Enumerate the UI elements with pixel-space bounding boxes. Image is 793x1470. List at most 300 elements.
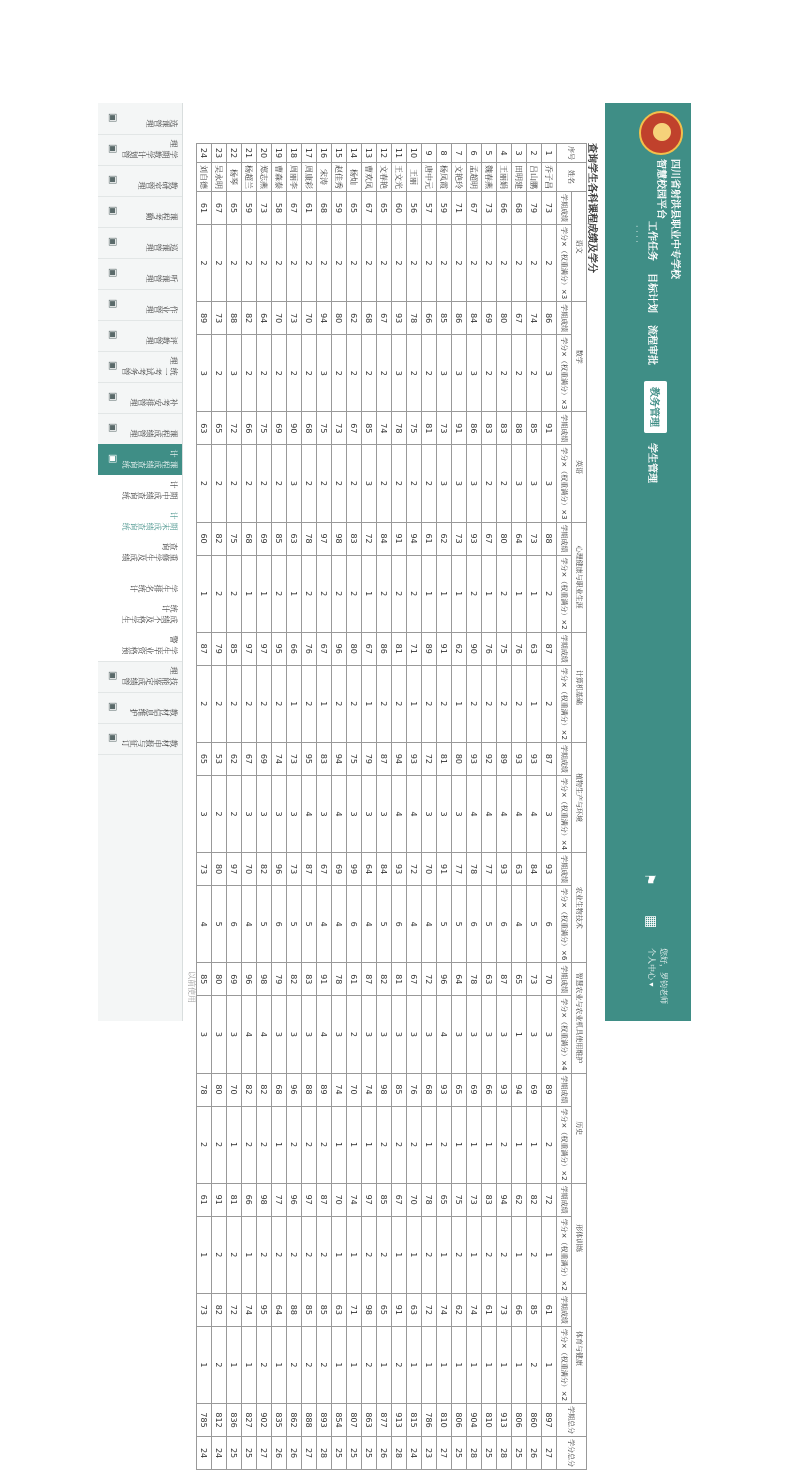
table-cell: 6	[497, 886, 512, 963]
table-cell: 2	[212, 1216, 227, 1293]
table-cell: 96	[437, 963, 452, 996]
table-cell: 2	[227, 555, 242, 632]
table-cell: 75	[452, 1183, 467, 1216]
table-cell: 28	[317, 1437, 332, 1470]
table-row	[452, 144, 467, 1470]
table-cell: 85	[302, 1293, 317, 1326]
rotated-ui	[99, 103, 691, 1468]
table-cell: 72	[422, 742, 437, 775]
table-cell: 2	[407, 1106, 422, 1183]
table-cell: 902	[257, 1404, 272, 1437]
table-cell: 63	[332, 1293, 347, 1326]
table-cell: 74	[347, 1183, 362, 1216]
table-cell: 98	[257, 963, 272, 996]
table-cell: 68	[512, 192, 527, 225]
table-cell: 59	[437, 192, 452, 225]
nav-academic-affairs[interactable]: 教务管理	[644, 381, 667, 433]
sidebar-item-label: 教材信息维护	[130, 708, 178, 717]
table-cell: 3	[392, 335, 407, 412]
table-cell: 1	[452, 1106, 467, 1183]
grid-icon[interactable]: ▦	[643, 915, 659, 929]
table-cell: 93	[542, 853, 557, 886]
notification-icon[interactable]: ⚑	[641, 873, 657, 886]
table-cell: 97	[317, 522, 332, 555]
table-cell: 67	[362, 632, 377, 665]
table-cell: 68	[362, 302, 377, 335]
sidebar-item-5[interactable]	[98, 258, 182, 290]
col-header-score: 学期成绩	[557, 522, 572, 555]
table-cell: 94	[407, 522, 422, 555]
table-cell: 1	[542, 144, 557, 163]
col-header-total-score: 学期总分	[557, 1404, 587, 1437]
sidebar-item-2[interactable]	[98, 165, 182, 197]
personal-center-link[interactable]: 个人中心 ▾	[647, 948, 656, 987]
table-cell: 3	[197, 996, 212, 1073]
table-cell: 3	[527, 996, 542, 1073]
table-cell: 70	[332, 1183, 347, 1216]
table-cell: 66	[422, 302, 437, 335]
sidebar-item-6[interactable]	[98, 289, 182, 321]
table-cell: 65	[452, 1073, 467, 1106]
table-cell: 3	[527, 445, 542, 522]
table-cell: 3	[362, 445, 377, 522]
table-cell: 83	[482, 1183, 497, 1216]
watermark: 以前使用	[187, 971, 196, 1003]
table-cell: 6	[392, 886, 407, 963]
table-cell: 1	[257, 555, 272, 632]
table-cell: 96	[287, 1073, 302, 1106]
table-cell: 68	[272, 1073, 287, 1106]
table-cell: 69	[257, 742, 272, 775]
school-logo	[639, 111, 683, 155]
table-cell: 65	[212, 412, 227, 445]
table-cell: 79	[527, 192, 542, 225]
table-cell: 73	[497, 1293, 512, 1326]
table-cell: 6	[467, 886, 482, 963]
table-cell: 810	[437, 1404, 452, 1437]
table-cell: 69	[257, 522, 272, 555]
sidebar-item-label: 课程成绩管理	[130, 429, 178, 438]
table-cell: 王丽	[407, 163, 422, 192]
table-cell: 63	[197, 412, 212, 445]
table-cell: 62	[452, 632, 467, 665]
table-cell: 78	[422, 1183, 437, 1216]
table-cell: 3	[452, 996, 467, 1073]
col-header-credit: 学分×（权重满分）×3	[557, 335, 572, 412]
table-cell: 3	[422, 996, 437, 1073]
table-cell: 3	[287, 445, 302, 522]
sidebar-item-8[interactable]	[98, 351, 182, 383]
table-cell: 3	[542, 996, 557, 1073]
table-cell: 2	[542, 555, 557, 632]
table-cell: 1	[317, 665, 332, 742]
table-cell: 2	[227, 225, 242, 302]
table-cell: 杨灿	[347, 163, 362, 192]
table-cell: 58	[272, 192, 287, 225]
sidebar-item-15[interactable]	[98, 568, 182, 600]
sidebar-item-label: 课程考勤	[146, 212, 178, 221]
table-cell: 2	[422, 445, 437, 522]
table-cell: 24	[407, 1437, 422, 1470]
table-cell: 2	[317, 555, 332, 632]
table-cell: 94	[497, 1183, 512, 1216]
table-cell: 76	[302, 632, 317, 665]
sidebar-item-4[interactable]	[98, 227, 182, 259]
table-cell: 83	[482, 412, 497, 445]
table-cell: 66	[242, 1183, 257, 1216]
table-cell: 1	[512, 996, 527, 1073]
table-cell: 71	[407, 632, 422, 665]
table-cell: 2	[212, 775, 227, 852]
table-row	[527, 144, 542, 1470]
top-header	[605, 103, 691, 1021]
table-cell: 2	[287, 1216, 302, 1293]
table-cell: 85	[317, 1293, 332, 1326]
nav-student-management[interactable]: 学生管理	[646, 443, 657, 483]
table-cell: 1	[197, 1326, 212, 1403]
table-cell: 72	[422, 963, 437, 996]
table-cell: 3	[452, 335, 467, 412]
table-cell: 3	[287, 996, 302, 1073]
table-cell: 2	[212, 1326, 227, 1403]
table-cell: 1	[422, 1106, 437, 1183]
table-cell: 94	[332, 742, 347, 775]
table-cell: 69	[272, 412, 287, 445]
table-cell: 5	[527, 886, 542, 963]
table-cell: 70	[542, 963, 557, 996]
table-cell: 93	[512, 742, 527, 775]
table-cell: 2	[392, 1106, 407, 1183]
table-cell: 2	[467, 665, 482, 742]
table-cell: 87	[497, 963, 512, 996]
sidebar-item-11[interactable]	[98, 444, 182, 476]
table-cell: 80	[212, 1073, 227, 1106]
screenshot-frame	[99, 103, 691, 1468]
table-cell: 3	[452, 775, 467, 852]
table-cell: 88	[227, 302, 242, 335]
table-cell: 25	[452, 1437, 467, 1470]
table-row	[437, 144, 452, 1470]
col-header-subject: 植物生产与环境	[572, 742, 587, 852]
table-cell: 93	[497, 853, 512, 886]
table-cell: 2	[317, 1106, 332, 1183]
sidebar-item-0[interactable]	[98, 103, 182, 135]
table-cell: 83	[347, 522, 362, 555]
sidebar-item-label: 学生排名统计	[130, 584, 178, 593]
sidebar-item-label: 评教管理	[146, 336, 178, 345]
table-cell: 23	[212, 144, 227, 163]
table-cell: 4	[392, 775, 407, 852]
sidebar-item-16[interactable]	[98, 599, 182, 631]
table-cell: 2	[242, 665, 257, 742]
sidebar-item-label: 期中成绩查询统计	[122, 480, 178, 500]
table-cell: 2	[497, 665, 512, 742]
table-cell: 12	[377, 144, 392, 163]
table-cell: 7	[452, 144, 467, 163]
user-greeting: 您好，罗钧老师	[659, 948, 668, 1004]
table-cell: 2	[527, 144, 542, 163]
table-cell: 4	[437, 996, 452, 1073]
table-row	[302, 144, 317, 1470]
sidebar-item-19[interactable]	[98, 692, 182, 724]
table-cell: 75	[257, 412, 272, 445]
table-cell: 1	[512, 1216, 527, 1293]
table-cell: 3	[362, 996, 377, 1073]
table-cell: 63	[482, 963, 497, 996]
table-cell: 83	[302, 963, 317, 996]
table-row	[317, 144, 332, 1470]
table-cell: 73	[257, 192, 272, 225]
user-info[interactable]	[645, 948, 669, 1004]
exam-icon: ▣	[107, 361, 118, 371]
table-cell: 2	[227, 445, 242, 522]
table-cell: 73	[452, 522, 467, 555]
table-cell: 59	[332, 192, 347, 225]
table-cell: 73	[542, 192, 557, 225]
col-header-subject: 数学	[572, 302, 587, 412]
table-cell: 3	[377, 775, 392, 852]
table-cell: 2	[377, 665, 392, 742]
col-header-credit: 学分×（权重满分）×2	[557, 555, 572, 632]
nav-sub-dots: · · · ·	[632, 225, 641, 243]
table-cell: 8	[437, 144, 452, 163]
table-cell: 807	[347, 1404, 362, 1437]
table-cell: 2	[287, 1106, 302, 1183]
table-cell: 17	[302, 144, 317, 163]
table-cell: 84	[467, 302, 482, 335]
table-cell: 3	[227, 996, 242, 1073]
table-cell: 62	[512, 1183, 527, 1216]
table-cell: 2	[407, 335, 422, 412]
table-cell: 2	[257, 335, 272, 412]
table-cell: 4	[242, 886, 257, 963]
col-header-subject: 智慧农业与农业机具使用维护	[572, 963, 587, 1073]
table-cell: 65	[512, 963, 527, 996]
sidebar-item-label: 技能鉴定成绩管理	[122, 666, 178, 686]
table-cell: 76	[512, 632, 527, 665]
table-cell: 98	[332, 522, 347, 555]
star-icon: ▣	[107, 330, 118, 340]
sidebar-item-9[interactable]	[98, 382, 182, 414]
table-cell: 6	[467, 144, 482, 163]
table-cell: 3	[437, 445, 452, 522]
sidebar-item-1[interactable]	[98, 134, 182, 166]
table-cell: 68	[242, 522, 257, 555]
eye-icon: ▣	[107, 237, 118, 247]
sidebar-item-20[interactable]	[98, 723, 182, 755]
table-cell: 93	[392, 853, 407, 886]
table-cell: 87	[542, 742, 557, 775]
table-cell: 3	[317, 775, 332, 852]
sidebar-item-10[interactable]	[98, 413, 182, 445]
table-cell: 2	[332, 225, 347, 302]
table-cell: 62	[437, 522, 452, 555]
table-cell: 2	[272, 225, 287, 302]
table-cell: 2	[452, 225, 467, 302]
table-cell: 81	[392, 963, 407, 996]
table-cell: 3	[227, 335, 242, 412]
table-cell: 3	[512, 445, 527, 522]
sidebar-item-18[interactable]	[98, 661, 182, 693]
table-cell: 2	[242, 335, 257, 412]
table-cell: 73	[467, 1183, 482, 1216]
table-cell: 863	[362, 1404, 377, 1437]
table-cell: 2	[542, 1106, 557, 1183]
table-cell: 80	[332, 302, 347, 335]
table-cell: 4	[512, 886, 527, 963]
table-cell: 2	[302, 225, 317, 302]
table-cell: 95	[272, 632, 287, 665]
table-cell: 75	[347, 742, 362, 775]
table-cell: 66	[512, 1293, 527, 1326]
sidebar-item-17[interactable]	[98, 630, 182, 662]
table-row	[482, 144, 497, 1470]
col-header-score: 学期成绩	[557, 412, 572, 445]
table-cell: 98	[362, 1293, 377, 1326]
table-row	[227, 144, 242, 1470]
table-cell: 2	[482, 445, 497, 522]
table-cell: 85	[437, 302, 452, 335]
gear-icon: ▣	[107, 175, 118, 185]
table-cell: 1	[527, 1106, 542, 1183]
table-cell: 72	[422, 1293, 437, 1326]
table-cell: 1	[287, 555, 302, 632]
table-cell: 1	[227, 1326, 242, 1403]
table-cell: 2	[287, 1326, 302, 1403]
table-cell: 1	[242, 1216, 257, 1293]
table-cell: 24	[197, 1437, 212, 1470]
sidebar-item-12[interactable]	[98, 475, 182, 507]
table-cell: 87	[362, 963, 377, 996]
table-cell: 99	[347, 853, 362, 886]
table-cell: 1	[467, 1216, 482, 1293]
table-cell: 888	[302, 1404, 317, 1437]
table-cell: 87	[302, 853, 317, 886]
table-cell: 76	[482, 632, 497, 665]
table-cell: 5	[437, 886, 452, 963]
table-cell: 5	[482, 144, 497, 163]
table-cell: 75	[407, 412, 422, 445]
table-cell: 2	[347, 996, 362, 1073]
table-cell: 62	[227, 742, 242, 775]
table-cell: 81	[422, 412, 437, 445]
table-cell: 3	[482, 996, 497, 1073]
sidebar-item-3[interactable]	[98, 196, 182, 228]
table-cell: 67	[482, 522, 497, 555]
table-cell: 71	[347, 1293, 362, 1326]
table-cell: 1	[377, 1326, 392, 1403]
table-cell: 杨超兰	[242, 163, 257, 192]
table-cell: 孟超明	[467, 163, 482, 192]
table-cell: 2	[227, 775, 242, 852]
col-header-credit: 学分×（权重满分）×2	[557, 1106, 572, 1183]
table-cell: 1	[347, 1106, 362, 1183]
sidebar-item-7[interactable]	[98, 320, 182, 352]
table-cell: 80	[497, 522, 512, 555]
table-cell: 27	[542, 1437, 557, 1470]
table-cell: 95	[257, 1293, 272, 1326]
table-cell: 2	[392, 555, 407, 632]
table-cell: 2	[482, 1216, 497, 1293]
table-cell: 2	[497, 1216, 512, 1293]
table-cell: 20	[257, 144, 272, 163]
table-cell: 93	[407, 742, 422, 775]
table-cell: 2	[302, 665, 317, 742]
sidebar-item-label: 巡课管理	[146, 243, 178, 252]
table-cell: 王丽娟	[497, 163, 512, 192]
table-cell: 2	[437, 225, 452, 302]
table-row	[362, 144, 377, 1470]
sidebar-item-13[interactable]	[98, 506, 182, 538]
table-cell: 91	[392, 522, 407, 555]
col-header-score: 学期成绩	[557, 302, 572, 335]
ear-icon: ▣	[107, 268, 118, 278]
table-cell: 21	[242, 144, 257, 163]
table-cell: 97	[362, 1183, 377, 1216]
table-row	[392, 144, 407, 1470]
nav-approval[interactable]: 流程审批	[646, 325, 657, 365]
table-cell: 5	[257, 886, 272, 963]
table-cell: 85	[392, 1073, 407, 1106]
table-cell: 84	[377, 522, 392, 555]
table-cell: 3	[407, 996, 422, 1073]
table-cell: 67	[287, 192, 302, 225]
table-cell: 93	[467, 522, 482, 555]
table-cell: 1	[452, 1326, 467, 1403]
table-cell: 74	[467, 1293, 482, 1326]
table-cell: 26	[287, 1437, 302, 1470]
table-cell: 2	[407, 225, 422, 302]
table-cell: 3	[347, 775, 362, 852]
nav-work-tasks[interactable]: 工作任务	[646, 221, 657, 261]
table-cell: 94	[392, 742, 407, 775]
table-cell: 81	[437, 742, 452, 775]
table-cell: 72	[227, 1293, 242, 1326]
sidebar-item-14[interactable]	[98, 537, 182, 569]
table-cell: 67	[467, 192, 482, 225]
col-header-subject: 计算机基础	[572, 632, 587, 742]
table-cell: 3	[437, 775, 452, 852]
table-cell: 78	[392, 412, 407, 445]
table-cell: 89	[422, 632, 437, 665]
table-cell: 97	[227, 853, 242, 886]
table-cell: 26	[272, 1437, 287, 1470]
table-cell: 67	[347, 412, 362, 445]
table-cell: 4	[332, 775, 347, 852]
col-header-subject: 心理健康与职业生涯	[572, 522, 587, 632]
sidebar-item-label: 教研室管理	[138, 181, 178, 190]
table-cell: 89	[317, 1073, 332, 1106]
table-cell: 913	[392, 1404, 407, 1437]
table-cell: 2	[347, 335, 362, 412]
table-cell: 25	[482, 1437, 497, 1470]
table-cell: 86	[467, 412, 482, 445]
table-cell: 98	[257, 1183, 272, 1216]
table-cell: 97	[302, 1183, 317, 1216]
nav-goal-plan[interactable]: 目标计划	[646, 273, 657, 313]
table-cell: 61	[197, 1183, 212, 1216]
sidebar-item-label: 选课管理	[146, 119, 178, 128]
table-cell: 乔子昌	[542, 163, 557, 192]
table-cell: 6	[227, 886, 242, 963]
table-cell: 3	[197, 775, 212, 852]
table-cell: 1	[242, 555, 257, 632]
table-cell: 1	[197, 1216, 212, 1293]
table-row	[467, 144, 482, 1470]
table-cell: 904	[467, 1404, 482, 1437]
table-cell: 94	[512, 1073, 527, 1106]
table-cell: 2	[317, 445, 332, 522]
